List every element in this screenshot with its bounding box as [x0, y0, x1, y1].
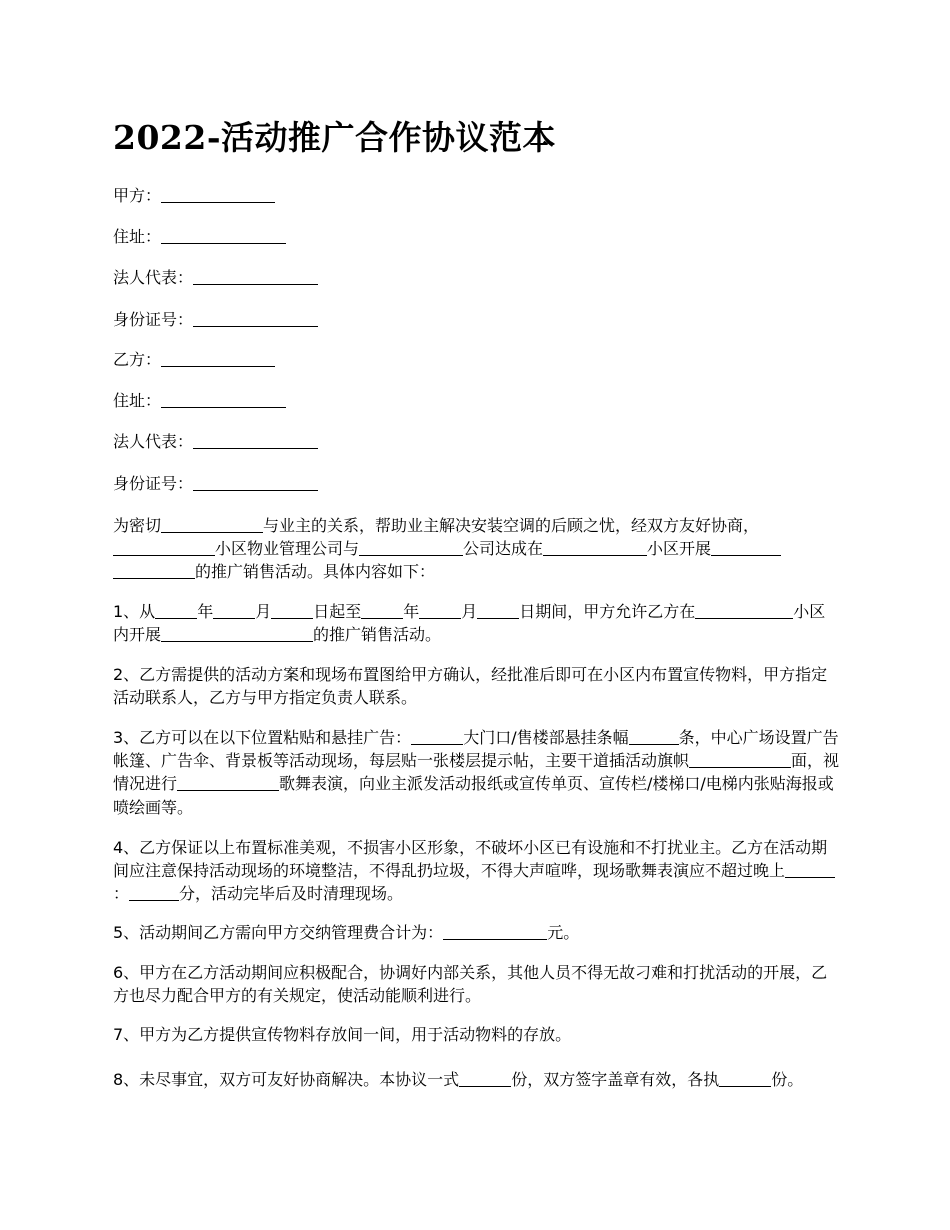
- intro-text-4: 公司达成在: [463, 539, 544, 559]
- party-b-rep-label: 法人代表：: [113, 432, 194, 451]
- party-b-id-line: [113, 472, 318, 495]
- clause-1-blank-year: [155, 603, 197, 619]
- party-a-id-line: [113, 308, 318, 331]
- clause-1-blank-day-2: [477, 603, 519, 619]
- clause-5-text-1: 5、活动期间乙方需向甲方交纳管理费合计为：: [113, 923, 444, 942]
- party-b-name-blank: [161, 351, 275, 367]
- party-a-rep-label: 法人代表：: [113, 268, 194, 287]
- intro-blank-3: [359, 540, 463, 556]
- clause-4: [113, 836, 841, 906]
- clause-4-text-2: ：: [113, 884, 130, 904]
- clause-8-text-2: 份，双方签字盖章有效，各执: [511, 1070, 720, 1089]
- intro-text-5: 小区开展: [647, 539, 712, 559]
- party-a-id-label: 身份证号：: [113, 310, 194, 329]
- clause-1-text-2: 年: [197, 602, 214, 621]
- clause-1-blank-community-b: [723, 603, 793, 619]
- party-a-address-label: 住址：: [113, 227, 162, 246]
- clause-1: [113, 600, 841, 646]
- party-b-address-line: [113, 389, 286, 412]
- intro-text-3: 小区物业管理公司与: [215, 539, 360, 559]
- clause-3-blank-3: [689, 752, 791, 768]
- clause-1-text-6: 月: [461, 602, 478, 621]
- clause-3-text-1: 3、乙方可以在以下位置粘贴和悬挂广告：: [113, 728, 412, 747]
- intro-blank-5: [711, 540, 781, 556]
- clause-6: 6、甲方在乙方活动期间应积极配合，协调好内部关系，其他人员不得无故刁难和打扰活动的开展，乙方也尽力配合甲方的有关规定，使活动能顺利进行。: [113, 963, 828, 1006]
- party-b-address-label: 住址：: [113, 391, 162, 410]
- clause-4-blank-hour: [785, 862, 835, 878]
- clause-1-blank-year-2: [361, 603, 403, 619]
- party-a-name-line: [113, 184, 275, 207]
- clause-3-blank-1: [411, 729, 463, 745]
- clause-8-blank-each-b: [743, 1071, 771, 1087]
- clause-5-blank-fee: [443, 924, 547, 940]
- clause-1-blank-month: [213, 603, 255, 619]
- intro-paragraph: [113, 514, 841, 584]
- party-a-name-blank: [161, 187, 275, 203]
- clause-8-text-1: 8、未尽事宜，双方可友好协商解决。本协议一式: [113, 1070, 460, 1089]
- clause-1-text-1: 1、从: [113, 602, 156, 621]
- party-b-id-label: 身份证号：: [113, 474, 194, 493]
- intro-text-6: 的推广销售活动。具体内容如下：: [195, 562, 436, 582]
- party-b-name-line: [113, 348, 275, 371]
- intro-blank-1: [161, 517, 263, 533]
- clause-2: 2、乙方需提供的活动方案和现场布置图给甲方确认，经批准后即可在小区内布置宣传物料，甲方指定活动联系人，乙方与甲方指定负责人联系。: [113, 665, 828, 708]
- clause-3-blank-4: [177, 775, 279, 791]
- clause-5: [113, 921, 841, 944]
- clause-1-text-9: 的推广销售活动。: [313, 625, 442, 645]
- intro-blank-2: [113, 540, 215, 556]
- clause-1-blank-month-2: [419, 603, 461, 619]
- party-a-address-line: [113, 225, 286, 248]
- intro-blank-6: [113, 563, 195, 579]
- clause-4-blank-minute: [129, 885, 179, 901]
- party-b-name-label: 乙方：: [113, 350, 162, 369]
- clause-8: [113, 1068, 841, 1091]
- party-a-rep-blank: [193, 269, 318, 285]
- clause-1-text-4: 日起至: [313, 602, 362, 621]
- intro-text-1: 为密切: [113, 516, 162, 535]
- party-b-rep-blank: [193, 433, 318, 449]
- clause-1-text-3: 月: [255, 602, 272, 621]
- clause-3-blank-2: [629, 729, 679, 745]
- clause-1-text-7: 日期间，甲方允许乙方在: [519, 602, 696, 621]
- party-a-name-label: 甲方：: [113, 186, 162, 205]
- clause-3-text-2: 大门口/售楼部悬挂条幅: [463, 728, 629, 747]
- clause-1-blank-activity: [161, 626, 313, 642]
- clause-3-text-3: 条，中心广场设置广告帐篷、广告伞、背景板等活动现场，每层贴一张楼层提示帖，主要干道插活动旗帜: [113, 728, 839, 771]
- party-a-address-blank: [161, 228, 286, 244]
- clause-3-text-4: 面，视情况进行: [113, 751, 840, 794]
- intro-blank-4: [543, 540, 647, 556]
- party-b-id-blank: [193, 475, 318, 491]
- clause-7: 7、甲方为乙方提供宣传物料存放间一间，用于活动物料的存放。: [113, 1025, 572, 1044]
- party-a-rep-line: [113, 266, 318, 289]
- clause-4-text-3: 分，活动完毕后及时清理现场。: [179, 884, 404, 904]
- clause-1-blank-day: [271, 603, 313, 619]
- clause-1-text-5: 年: [403, 602, 420, 621]
- party-b-rep-line: [113, 430, 318, 453]
- clause-5-text-2: 元。: [547, 923, 580, 942]
- party-a-id-blank: [193, 311, 318, 327]
- party-b-address-blank: [161, 392, 286, 408]
- clause-1-blank-community-a: [695, 603, 723, 619]
- clause-1-text-8: 小区内开展: [113, 602, 826, 645]
- clause-8-blank-copies: [459, 1071, 511, 1087]
- clause-3-text-5: 歌舞表演，向业主派发活动报纸或宣传单页、宣传栏/楼梯口/电梯内张贴海报或喷绘画等。: [113, 774, 834, 817]
- clause-8-text-3: 份。: [771, 1070, 804, 1089]
- clause-3: [113, 726, 841, 819]
- clause-8-blank-each-a: [719, 1071, 743, 1087]
- clause-4-text-1: 4、乙方保证以上布置标准美观，不损害小区形象，不破坏小区已有设施和不打扰业主。乙方在活动期间应注意保持活动现场的环境整洁，不得乱扔垃圾，不得大声喧哗，现场歌舞表演应不超过晚上: [113, 838, 828, 881]
- intro-text-2: 与业主的关系，帮助业主解决安装空调的后顾之忧，经双方友好协商，: [263, 516, 760, 535]
- document-title: 2022-活动推广合作协议范本: [113, 118, 557, 157]
